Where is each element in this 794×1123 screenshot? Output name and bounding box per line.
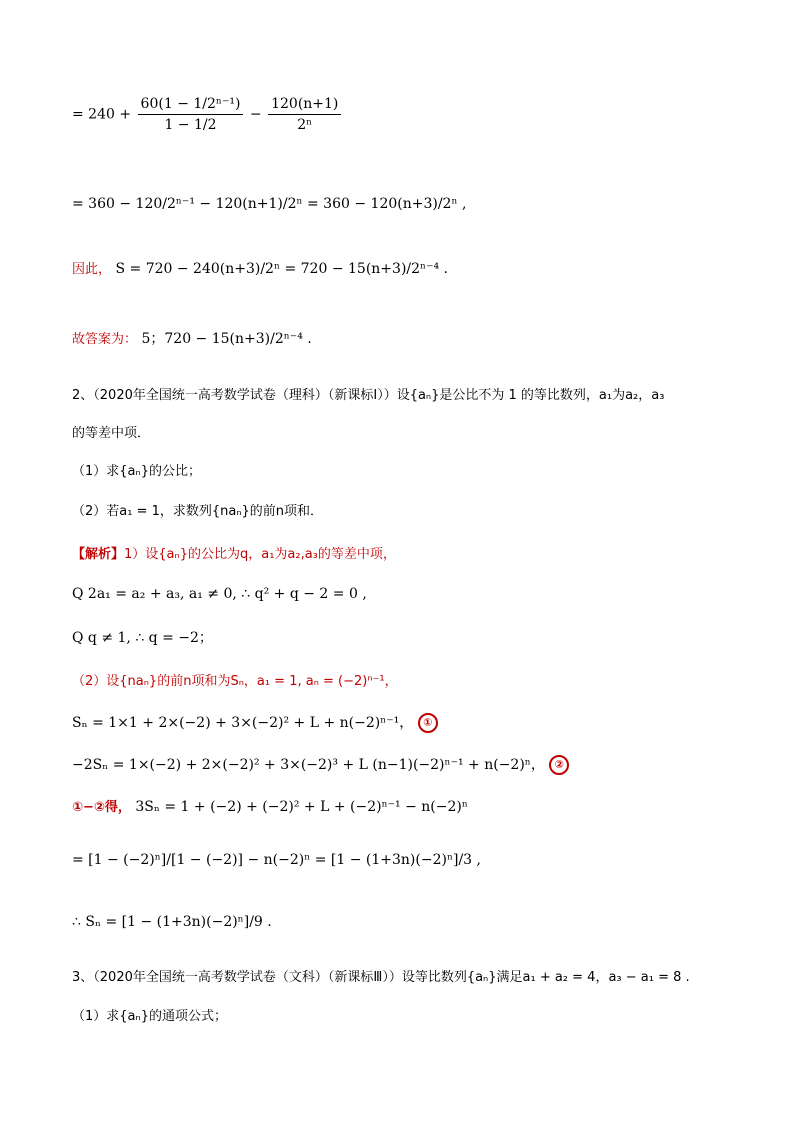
big-fraction: $\frac{\text{60(1 − 1/2ⁿ⁻¹)}}{1 - 1/2}$ [138,96,244,133]
solution-line-8: = [1 − (−2)ⁿ]/[1 − (−2)] − n(−2)ⁿ = [1 − (1+3n)(−2)ⁿ]/3 , [72,852,481,868]
solution-line-6 [72,754,569,775]
therefore-label: 因此， [72,262,112,277]
answer-line [72,328,312,348]
difference-equation: 3Sₙ = 1 + (−2) + (−2)² + L + (−2)ⁿ⁻¹ − n(−2)ⁿ [135,799,468,815]
question-2-part-1: （1）求{aₙ}的公比； [72,464,201,479]
question-3-part-1: （1）求{aₙ}的通项公式； [72,1009,227,1024]
solution-line-9: ∴ Sₙ = [1 − (1+3n)(−2)ⁿ]/9 . [72,914,272,930]
denominator: 1 − 1/2 [164,117,217,133]
question-3-heading: 3、（2020年全国统一高考数学试卷（文科）（新课标Ⅲ））设等比数列{aₙ}满足a₁ + a₂ = 4，a₃ − a₁ = 8 . [72,970,690,985]
question-2-heading: 2、（2020年全国统一高考数学试卷（理科）（新课标Ⅰ））设{aₙ}是公比不为 1 的等比数列，a₁为a₂，a₃ [72,388,665,403]
denominator: 2ⁿ [297,117,313,133]
solution-line-5 [72,712,438,733]
subtract-marker: ①−②得， [72,800,131,815]
solution-label: 【解析】 [72,547,125,562]
sum-equation: Sₙ = 1×1 + 2×(−2) + 3×(−2)² + L + n(−2)ⁿ⁻¹， [72,715,414,731]
circled-two-marker: ② [549,755,569,775]
equation-line-2: = 360 − 120/2ⁿ⁻¹ − 120(n+1)/2ⁿ = 360 − 120(n+3)/2ⁿ , [72,196,467,212]
solution-line-7 [72,796,468,815]
second-fraction [268,96,341,133]
solution-line-1 [72,543,396,562]
neg-sum-equation: −2Sₙ = 1×(−2) + 2×(−2)² + 3×(−2)³ + L (n−1)(−2)ⁿ⁻¹ + n(−2)ⁿ， [72,757,545,773]
conclusion-line [72,258,448,277]
solution-text: 1）设{aₙ}的公比为q，a₁为a₂,a₃的等差中项， [124,547,396,562]
solution-line-4: （2）设{naₙ}的前n项和为Sₙ，a₁ = 1, aₙ = (−2)ⁿ⁻¹， [72,674,398,689]
question-2-heading-cont: 的等差中项． [72,426,151,441]
answer-label: 故答案为： [72,332,138,347]
numerator-inner: 1 − 1/2ⁿ⁻¹ [163,96,235,112]
numerator: 120(n+1) [268,96,341,115]
conclusion-math: S = 720 − 240(n+3)/2ⁿ = 720 − 15(n+3)/2ⁿ⁻⁴ . [115,261,448,277]
solution-line-3: Q q ≠ 1, ∴ q = −2； [72,630,213,646]
solution-line-2: Q 2a₁ = a₂ + a₃, a₁ ≠ 0, ∴ q² + q − 2 = 0 , [72,586,367,602]
numerator-coefficient: 60 [140,96,159,112]
answer-math: 5；720 − 15(n+3)/2ⁿ⁻⁴ . [141,331,312,347]
eq-prefix: = 240 + [72,106,132,123]
circled-one-marker: ① [418,713,438,733]
question-2-part-2: （2）若a₁ = 1，求数列{naₙ}的前n项和． [72,504,324,519]
equation-line-1: = 240 + $\frac{\text{60(1 − 1/2ⁿ⁻¹)}}{1 - 1/2}$ − $\frac{120(n+1)}{\text{2ⁿ}}$ [72,96,343,133]
